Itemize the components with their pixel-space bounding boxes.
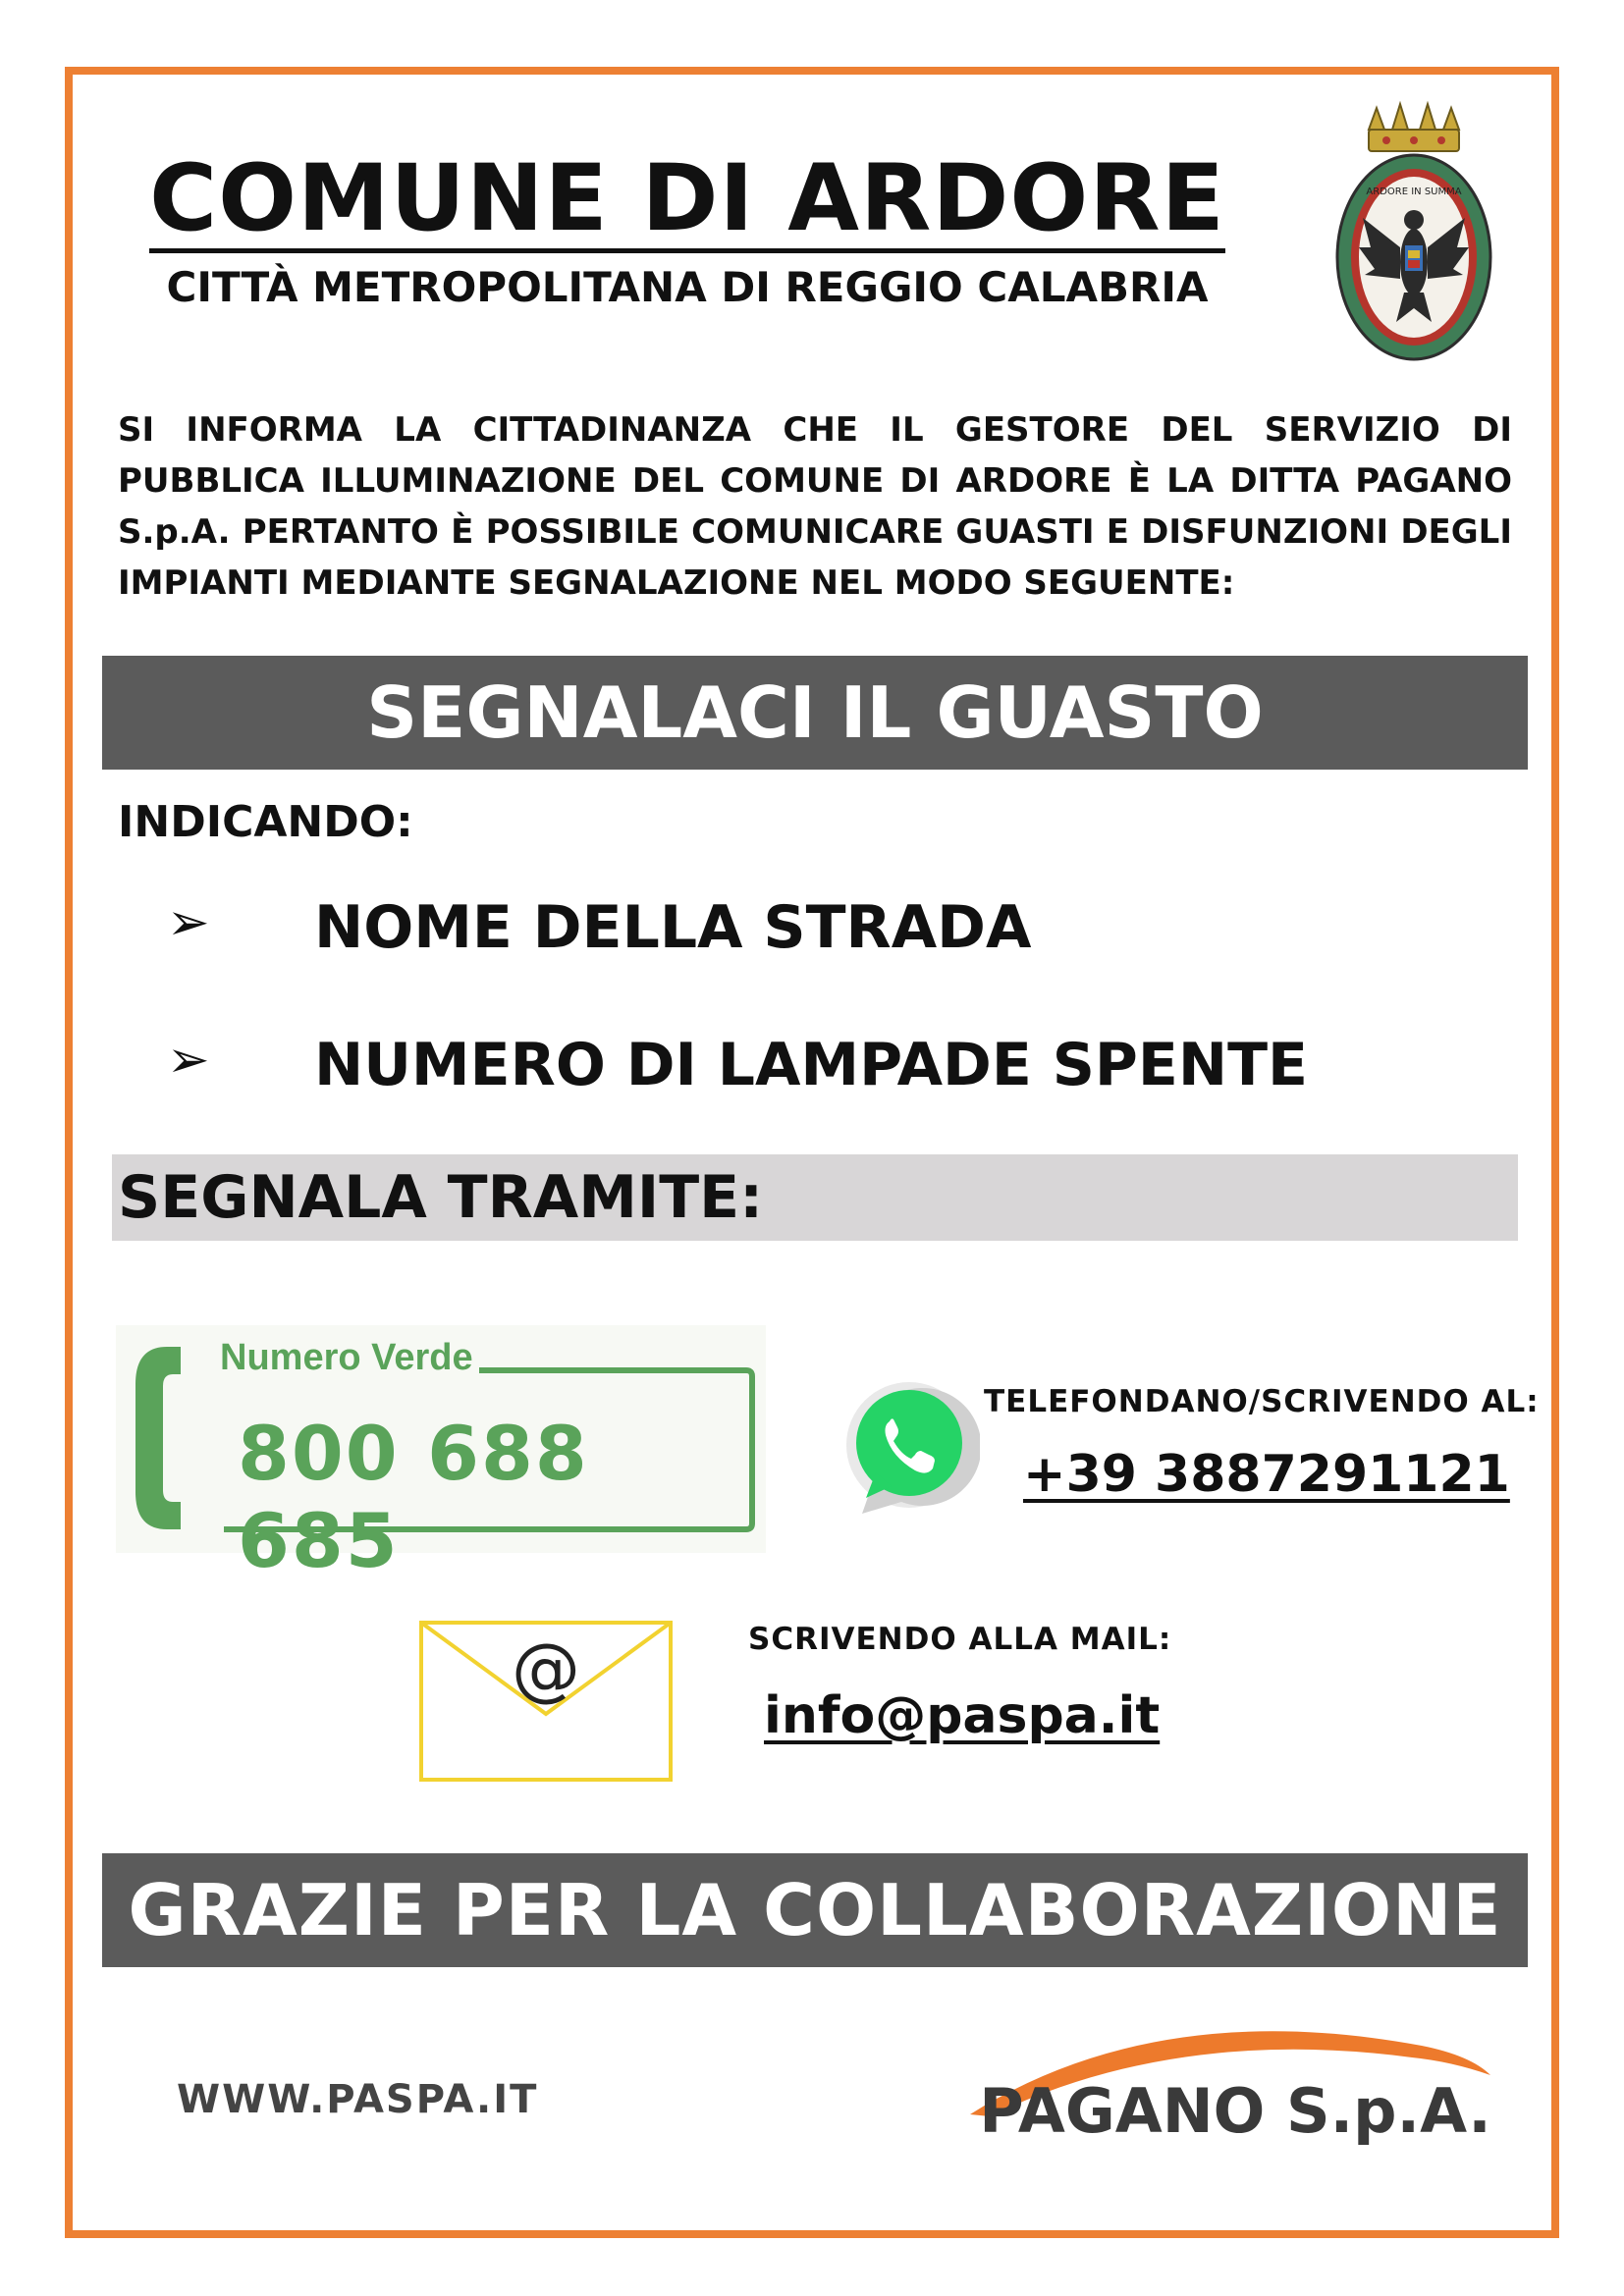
whatsapp-label: TELEFONDANO/SCRIVENDO AL: <box>984 1384 1540 1419</box>
whatsapp-icon[interactable] <box>833 1376 980 1523</box>
toll-free-number-badge[interactable] <box>116 1325 766 1584</box>
toll-free-number[interactable]: 800 688 685 <box>238 1410 589 1584</box>
report-via-heading: SEGNALA TRAMITE: <box>112 1154 1518 1241</box>
svg-text:PAGANO S.p.A.: PAGANO S.p.A. <box>979 2075 1491 2147</box>
intro-text: SI INFORMA LA CITTADINANZA CHE IL GESTORE DEL SERVIZIO DI PUBBLICA ILLUMINAZIONE DEL COMUNE DI ARDORE È LA DITTA PAGANO S.p.A. PERTANTO È POSSIBILE COMUNICARE GUASTI E DISFUNZIONI DEGLI IMPIANTI MEDIANTE SEGNALAZIONE NEL MODO SEGUENTE: <box>118 410 1512 603</box>
coat-of-arms-icon <box>1327 100 1500 375</box>
list-item: NOME DELLA STRADA <box>314 893 1032 962</box>
company-logo <box>960 2006 1510 2154</box>
bullet-arrow-icon: ➢ <box>167 1031 210 1090</box>
at-sign-icon: @ <box>512 1629 580 1709</box>
website-link[interactable]: WWW.PASPA.IT <box>177 2077 539 2122</box>
email-label: SCRIVENDO ALLA MAIL: <box>748 1622 1172 1657</box>
email-address-link[interactable]: info@paspa.it <box>764 1686 1161 1745</box>
svg-text:ARDORE IN SUMMA: ARDORE IN SUMMA <box>1366 187 1462 197</box>
report-fault-banner: SEGNALACI IL GUASTO <box>102 656 1528 770</box>
page-subtitle: CITTÀ METROPOLITANA DI REGGIO CALABRIA <box>166 263 1209 311</box>
indicating-label: INDICANDO: <box>118 797 413 847</box>
bullet-arrow-icon: ➢ <box>167 893 210 952</box>
toll-free-label: Numero Verde <box>220 1337 473 1378</box>
list-item: NUMERO DI LAMPADE SPENTE <box>314 1031 1309 1099</box>
whatsapp-number-link[interactable]: +39 3887291121 <box>1023 1445 1510 1504</box>
envelope-icon[interactable] <box>418 1620 674 1783</box>
page-title: COMUNE DI ARDORE <box>149 145 1225 252</box>
thanks-banner: GRAZIE PER LA COLLABORAZIONE <box>102 1853 1528 1967</box>
